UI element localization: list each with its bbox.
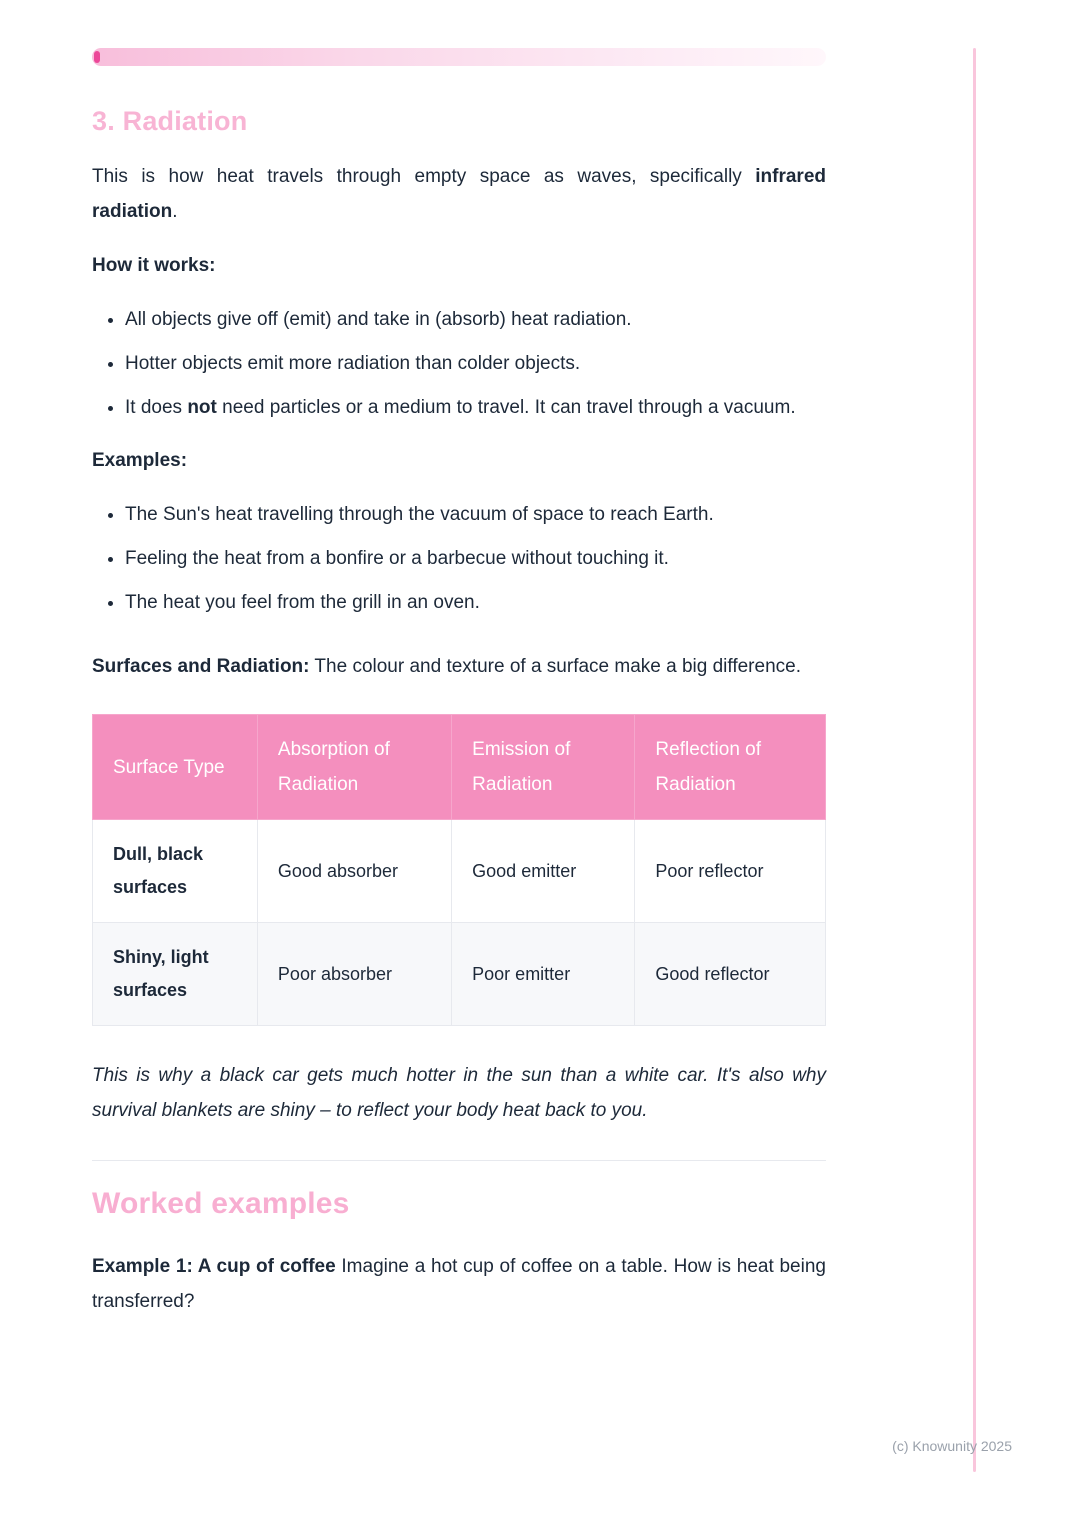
copyright-footer: (c) Knowunity 2025 <box>892 1438 1012 1454</box>
how-it-works-label: How it works: <box>92 255 216 276</box>
cell-surface: Shiny, light surfaces <box>93 923 258 1026</box>
list-item <box>125 347 826 380</box>
italic-note: This is why a black car gets much hotter in the sun than a white car. It's also why survival blankets are shiny – to reflect your body heat back to you. <box>92 1065 826 1121</box>
bullet-text: Hotter objects emit more radiation than colder objects. <box>125 353 581 374</box>
col-header-emission: Emission of Radiation <box>452 715 635 820</box>
intro-text: This is how heat travels through empty space as waves, specifically <box>92 166 756 187</box>
table-row <box>93 923 826 1026</box>
table-header-row <box>93 715 826 820</box>
list-item <box>125 391 826 424</box>
cell-reflection: Good reflector <box>635 923 826 1026</box>
col-header-absorption: Absorption of Radiation <box>257 715 451 820</box>
document-content <box>92 0 826 1319</box>
examples-label: Examples: <box>92 450 188 471</box>
col-header-surface-type: Surface Type <box>93 715 258 820</box>
bullet-text: All objects give off (emit) and take in (absorb) heat radiation. <box>125 309 632 330</box>
cell-reflection: Poor reflector <box>635 820 826 923</box>
right-accent-line <box>973 48 976 1472</box>
list-item: • The heat you feel from the grill in an oven. <box>125 586 826 619</box>
list-item: • Feeling the heat from a bonfire or a barbecue without touching it. <box>125 542 826 575</box>
bullet-bold-text: not <box>187 397 217 418</box>
cell-surface: Dull, black surfaces <box>93 820 258 923</box>
table-row <box>93 820 826 923</box>
worked-examples-heading: Worked examples <box>92 1187 350 1220</box>
col-header-reflection: Reflection of Radiation <box>635 715 826 820</box>
cell-absorption: Poor absorber <box>257 923 451 1026</box>
cell-emission: Poor emitter <box>452 923 635 1026</box>
surfaces-text: The colour and texture of a surface make a big difference. <box>309 656 801 677</box>
surfaces-paragraph <box>92 649 826 684</box>
example1-text: Imagine a hot cup of coffee on a table. How is heat being transferred? <box>92 1256 826 1312</box>
how-it-works-list <box>92 303 826 424</box>
intro-bold-text: infrared radiation <box>92 166 826 222</box>
bullet-text-pre: It does <box>125 397 188 418</box>
section-divider <box>92 1160 826 1161</box>
examples-list <box>92 498 826 619</box>
cell-emission: Good emitter <box>452 820 635 923</box>
bullet-text-post: need particles or a medium to travel. It can travel through a vacuum. <box>216 397 796 418</box>
radiation-surfaces-table <box>92 714 826 1026</box>
example1-paragraph <box>92 1249 826 1319</box>
list-item: • The Sun's heat travelling through the vacuum of space to reach Earth. <box>125 498 826 531</box>
section-heading-radiation: 3. Radiation <box>92 106 248 136</box>
intro-end: . <box>172 201 178 222</box>
example1-bold-label: Example 1: A cup of coffee <box>92 1256 336 1277</box>
accent-bar-cap <box>94 51 100 63</box>
intro-paragraph <box>92 159 826 229</box>
accent-bar-gradient <box>92 48 826 66</box>
cell-absorption: Good absorber <box>257 820 451 923</box>
surfaces-bold-label: Surfaces and Radiation: <box>92 656 310 677</box>
list-item <box>125 303 826 336</box>
top-accent-bar <box>92 48 826 66</box>
